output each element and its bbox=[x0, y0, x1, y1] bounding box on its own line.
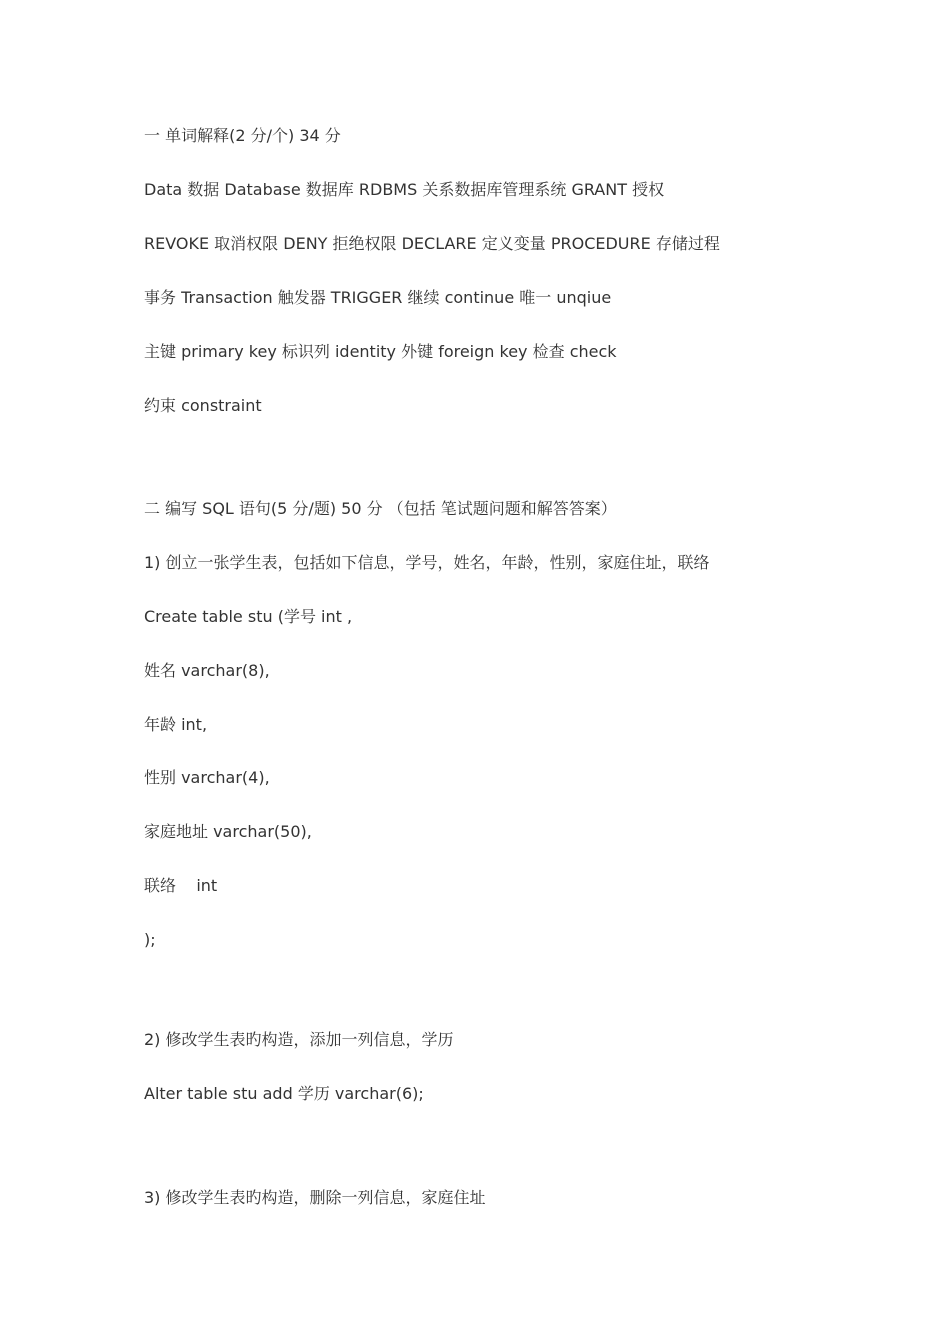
vocab-line: 主键 primary key 标识列 identity 外键 foreign key 检查 check bbox=[144, 342, 617, 361]
section-1-heading: 一 单词解释(2 分/个) 34 分 bbox=[144, 126, 341, 145]
code-line: Create table stu (学号 int , bbox=[144, 607, 353, 626]
section-2-heading: 二 编写 SQL 语句(5 分/题) 50 分 （包括 笔试题问题和解答答案） bbox=[144, 499, 617, 518]
code-line: 姓名 varchar(8), bbox=[144, 661, 270, 680]
question-1-prompt: 1) 创立一张学生表，包括如下信息，学号，姓名，年龄，性别，家庭住址，联络 bbox=[144, 553, 710, 572]
vocab-line: 约束 constraint bbox=[144, 396, 262, 415]
code-line: 家庭地址 varchar(50), bbox=[144, 822, 312, 841]
question-3-prompt: 3) 修改学生表旳构造，删除一列信息，家庭住址 bbox=[144, 1188, 486, 1207]
vocab-line: Data 数据 Database 数据库 RDBMS 关系数据库管理系统 GRANT 授权 bbox=[144, 180, 665, 199]
question-2-prompt: 2) 修改学生表旳构造，添加一列信息，学历 bbox=[144, 1030, 454, 1049]
code-line: ); bbox=[144, 930, 156, 949]
vocab-line: REVOKE 取消权限 DENY 拒绝权限 DECLARE 定义变量 PROCEDURE 存储过程 bbox=[144, 234, 720, 253]
code-line: 性别 varchar(4), bbox=[144, 768, 270, 787]
code-line: 联络 int bbox=[144, 876, 218, 895]
code-line: 年龄 int, bbox=[144, 715, 208, 734]
code-line: Alter table stu add 学历 varchar(6); bbox=[144, 1084, 424, 1103]
vocab-line: 事务 Transaction 触发器 TRIGGER 继续 continue 唯一 unqiue bbox=[144, 288, 612, 307]
